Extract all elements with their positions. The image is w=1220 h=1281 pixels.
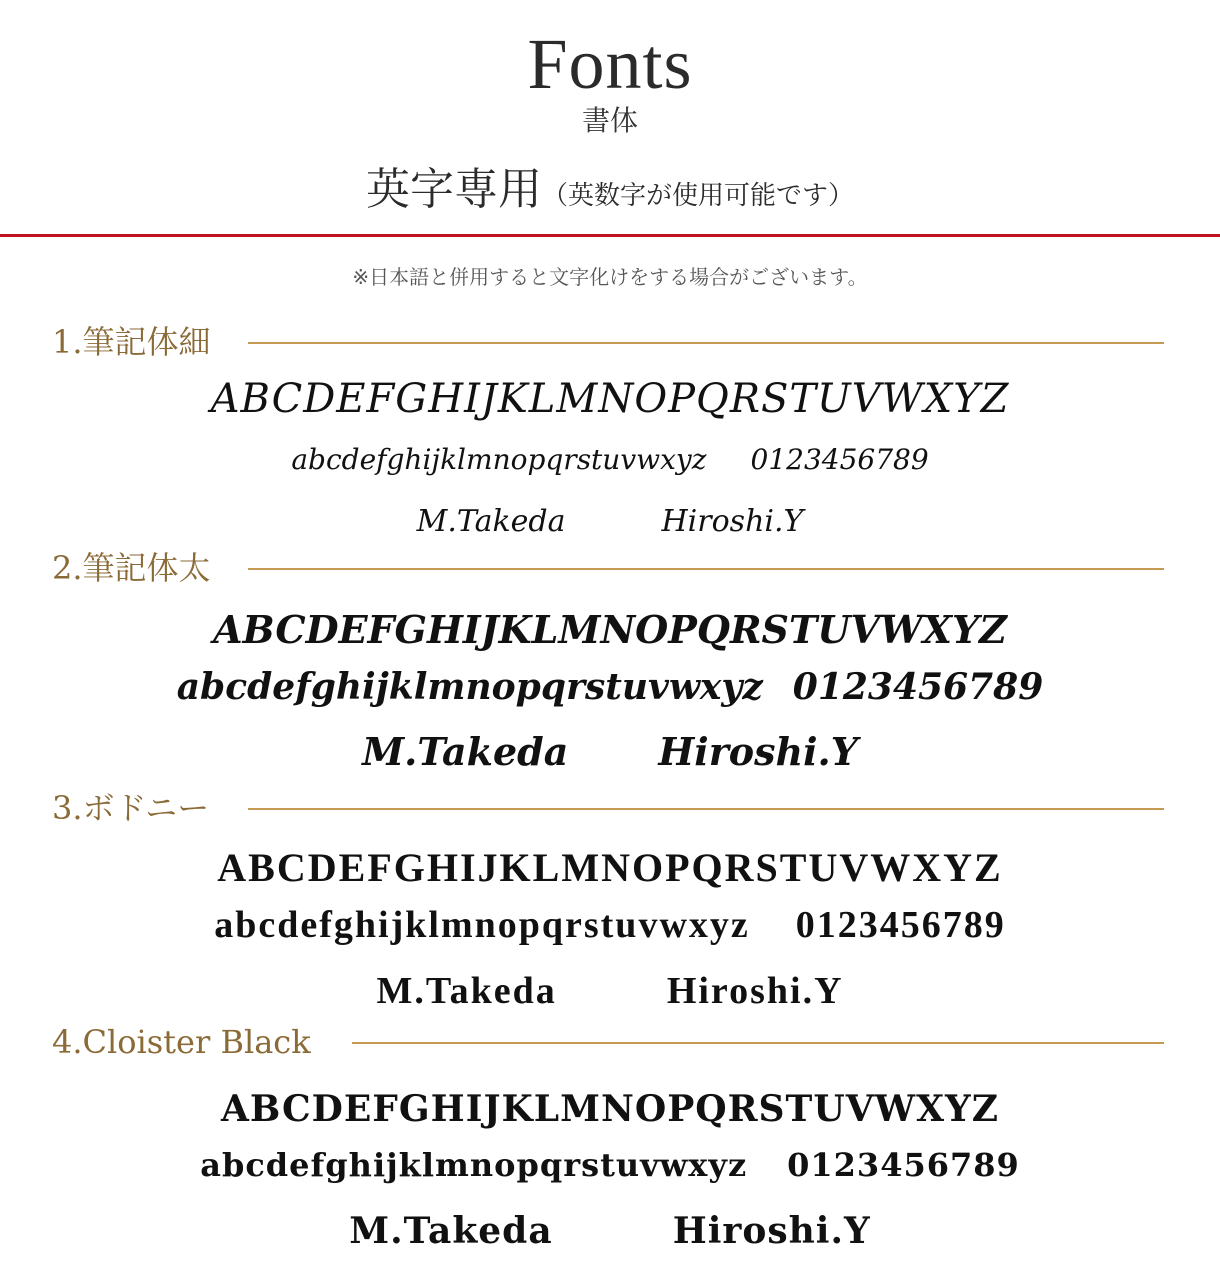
name-sample-2: Hiroshi.Y [672,1210,871,1252]
name-sample-1: M.Takeda [416,504,566,539]
section-label: 4.Cloister Black [52,1023,311,1061]
header-divider [0,234,1220,237]
lowercase-text: abcdefghijklmnopqrstuvwxyz [200,1146,748,1184]
uppercase-text: ABCDEFGHIJKLMNOPQRSTUVWXYZ [213,607,1007,652]
section-label: 2.筆記体太 [52,549,211,587]
digits-text: 0123456789 [792,666,1044,708]
lowercase-text: abcdefghijklmnopqrstuvwxyz [176,666,763,708]
lowercase-text: abcdefghijklmnopqrstuvwxyz [214,904,750,946]
lowercase-digits-sample-bodoni [0,900,1220,950]
section-header-bodoni [52,786,1164,830]
section-rule [248,342,1164,344]
caution-note: ※日本語と併用すると文字化けをする場合がございます。 [352,265,868,289]
name-samples-script-thin [0,500,1220,544]
subtitle [0,160,1220,226]
lowercase-digits-sample-script-thin [0,440,1220,480]
name-sample-2: Hiroshi.Y [666,970,844,1012]
section-header-script-thin [52,320,1164,364]
uppercase-sample-script-bold [0,604,1220,656]
subtitle-note: （英数字が使用可能です） [541,181,854,211]
page-title: Fonts [527,24,693,104]
name-samples-cloister-black [0,1206,1220,1256]
page-title-japanese: 書体 [581,104,638,137]
section-label: 3.ボドニー [52,789,210,827]
digits-text: 0123456789 [787,1146,1020,1184]
uppercase-sample-bodoni [0,842,1220,894]
uppercase-text: ABCDEFGHIJKLMNOPQRSTUVWXYZ [210,376,1010,422]
uppercase-text: ABCDEFGHIJKLMNOPQRSTUVWXYZ [217,845,1003,890]
digits-text: 0123456789 [795,904,1006,946]
section-rule [248,568,1164,570]
name-sample-1: M.Takeda [349,1210,553,1252]
subtitle-main: 英字専用 [365,164,542,215]
uppercase-text: ABCDEFGHIJKLMNOPQRSTUVWXYZ [220,1088,1000,1130]
lowercase-digits-sample-cloister-black [0,1142,1220,1188]
name-samples-script-bold [0,726,1220,778]
uppercase-sample-cloister-black [0,1084,1220,1134]
name-sample-2: Hiroshi.Y [661,504,804,539]
name-sample-1: M.Takeda [362,729,569,774]
uppercase-sample-script-thin [0,372,1220,426]
name-samples-bodoni [0,966,1220,1016]
lowercase-digits-sample-script-bold [0,662,1220,712]
digits-text: 0123456789 [750,443,929,476]
section-rule [352,1042,1164,1044]
section-header-script-bold [52,546,1164,590]
section-rule [248,808,1164,810]
section-header-cloister-black [52,1020,1164,1064]
header [0,0,1220,236]
lowercase-text: abcdefghijklmnopqrstuvwxyz [291,443,707,476]
name-sample-1: M.Takeda [376,970,557,1012]
name-sample-2: Hiroshi.Y [658,729,858,774]
section-label: 1.筆記体細 [52,323,211,361]
